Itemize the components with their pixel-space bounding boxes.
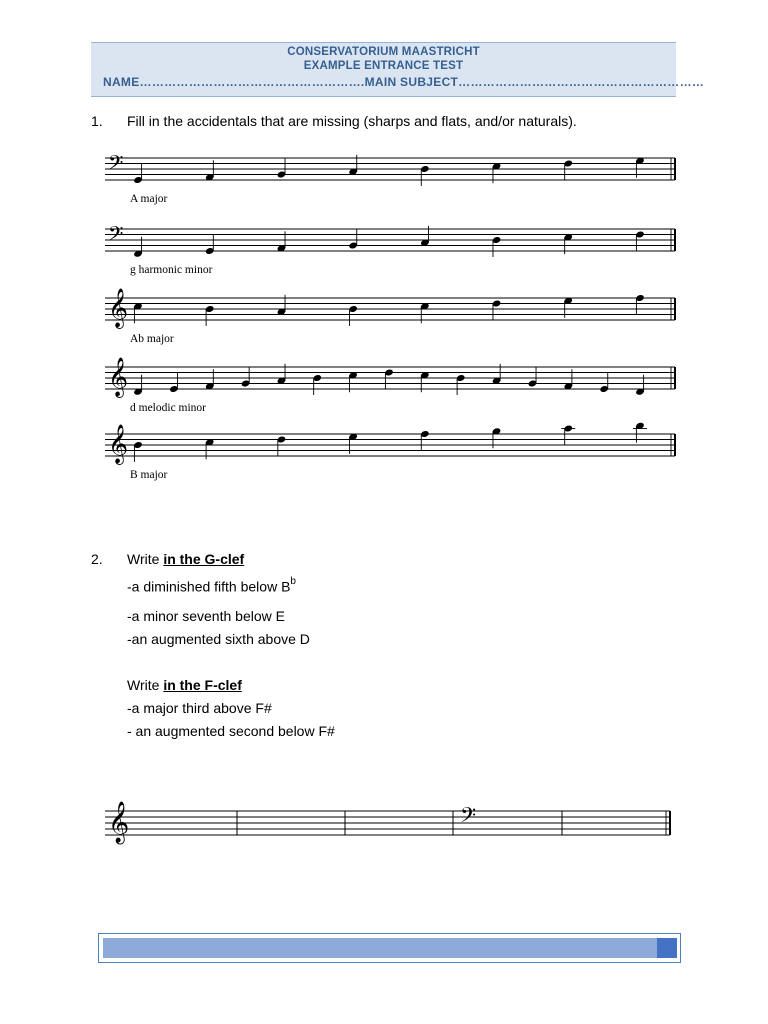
task-dim-fifth bbox=[127, 578, 296, 595]
answer-staff[interactable] bbox=[0, 800, 768, 860]
name-subject-line: NAME……………………………………………….MAIN SUBJECT…………………………………………………… bbox=[103, 75, 705, 89]
scale-label: d melodic minor bbox=[130, 402, 207, 414]
question-1-number: 1. bbox=[91, 113, 103, 129]
question-2-intro: Write bbox=[127, 551, 164, 567]
bass-clef-icon: 𝄢 bbox=[108, 222, 124, 250]
treble-clef-icon: 𝄞 bbox=[108, 288, 129, 328]
g-clef-label: in the G-clef bbox=[163, 551, 245, 567]
question-2-number: 2. bbox=[91, 551, 103, 567]
school-name: CONSERVATORIUM MAASTRICHT bbox=[287, 46, 480, 58]
question-1-text: Fill in the accidentals that are missing (sharps and flats, and/or naturals). bbox=[127, 113, 577, 129]
treble-clef-icon: 𝄞 bbox=[108, 802, 130, 843]
test-header bbox=[91, 42, 705, 97]
task-aug-sixth: -an augmented sixth above D bbox=[127, 631, 310, 647]
scale-label: Ab major bbox=[130, 333, 174, 345]
scale-label: A major bbox=[130, 193, 168, 205]
task-minor-seventh: -a minor seventh below E bbox=[127, 608, 285, 624]
footer-cap bbox=[657, 938, 677, 958]
scale-label: g harmonic minor bbox=[130, 264, 213, 276]
task-dim-fifth-text: -a diminished fifth below B bbox=[127, 578, 291, 595]
task-aug-second: - an augmented second below F# bbox=[127, 723, 335, 739]
flat-sup: b bbox=[290, 576, 296, 587]
bass-clef-icon: 𝄢 bbox=[460, 803, 477, 832]
f-clef-intro: Write bbox=[127, 677, 164, 693]
f-clef-heading bbox=[127, 677, 242, 693]
scales-staves bbox=[0, 140, 768, 640]
treble-clef-icon: 𝄞 bbox=[108, 357, 129, 397]
task-major-third: -a major third above F# bbox=[127, 700, 272, 716]
scale-label: B major bbox=[130, 469, 168, 481]
test-title: EXAMPLE ENTRANCE TEST bbox=[303, 60, 464, 72]
bass-clef-icon: 𝄢 bbox=[108, 151, 124, 179]
footer-fill bbox=[103, 938, 677, 958]
treble-clef-icon: 𝄞 bbox=[108, 424, 129, 464]
f-clef-label: in the F-clef bbox=[163, 677, 242, 693]
